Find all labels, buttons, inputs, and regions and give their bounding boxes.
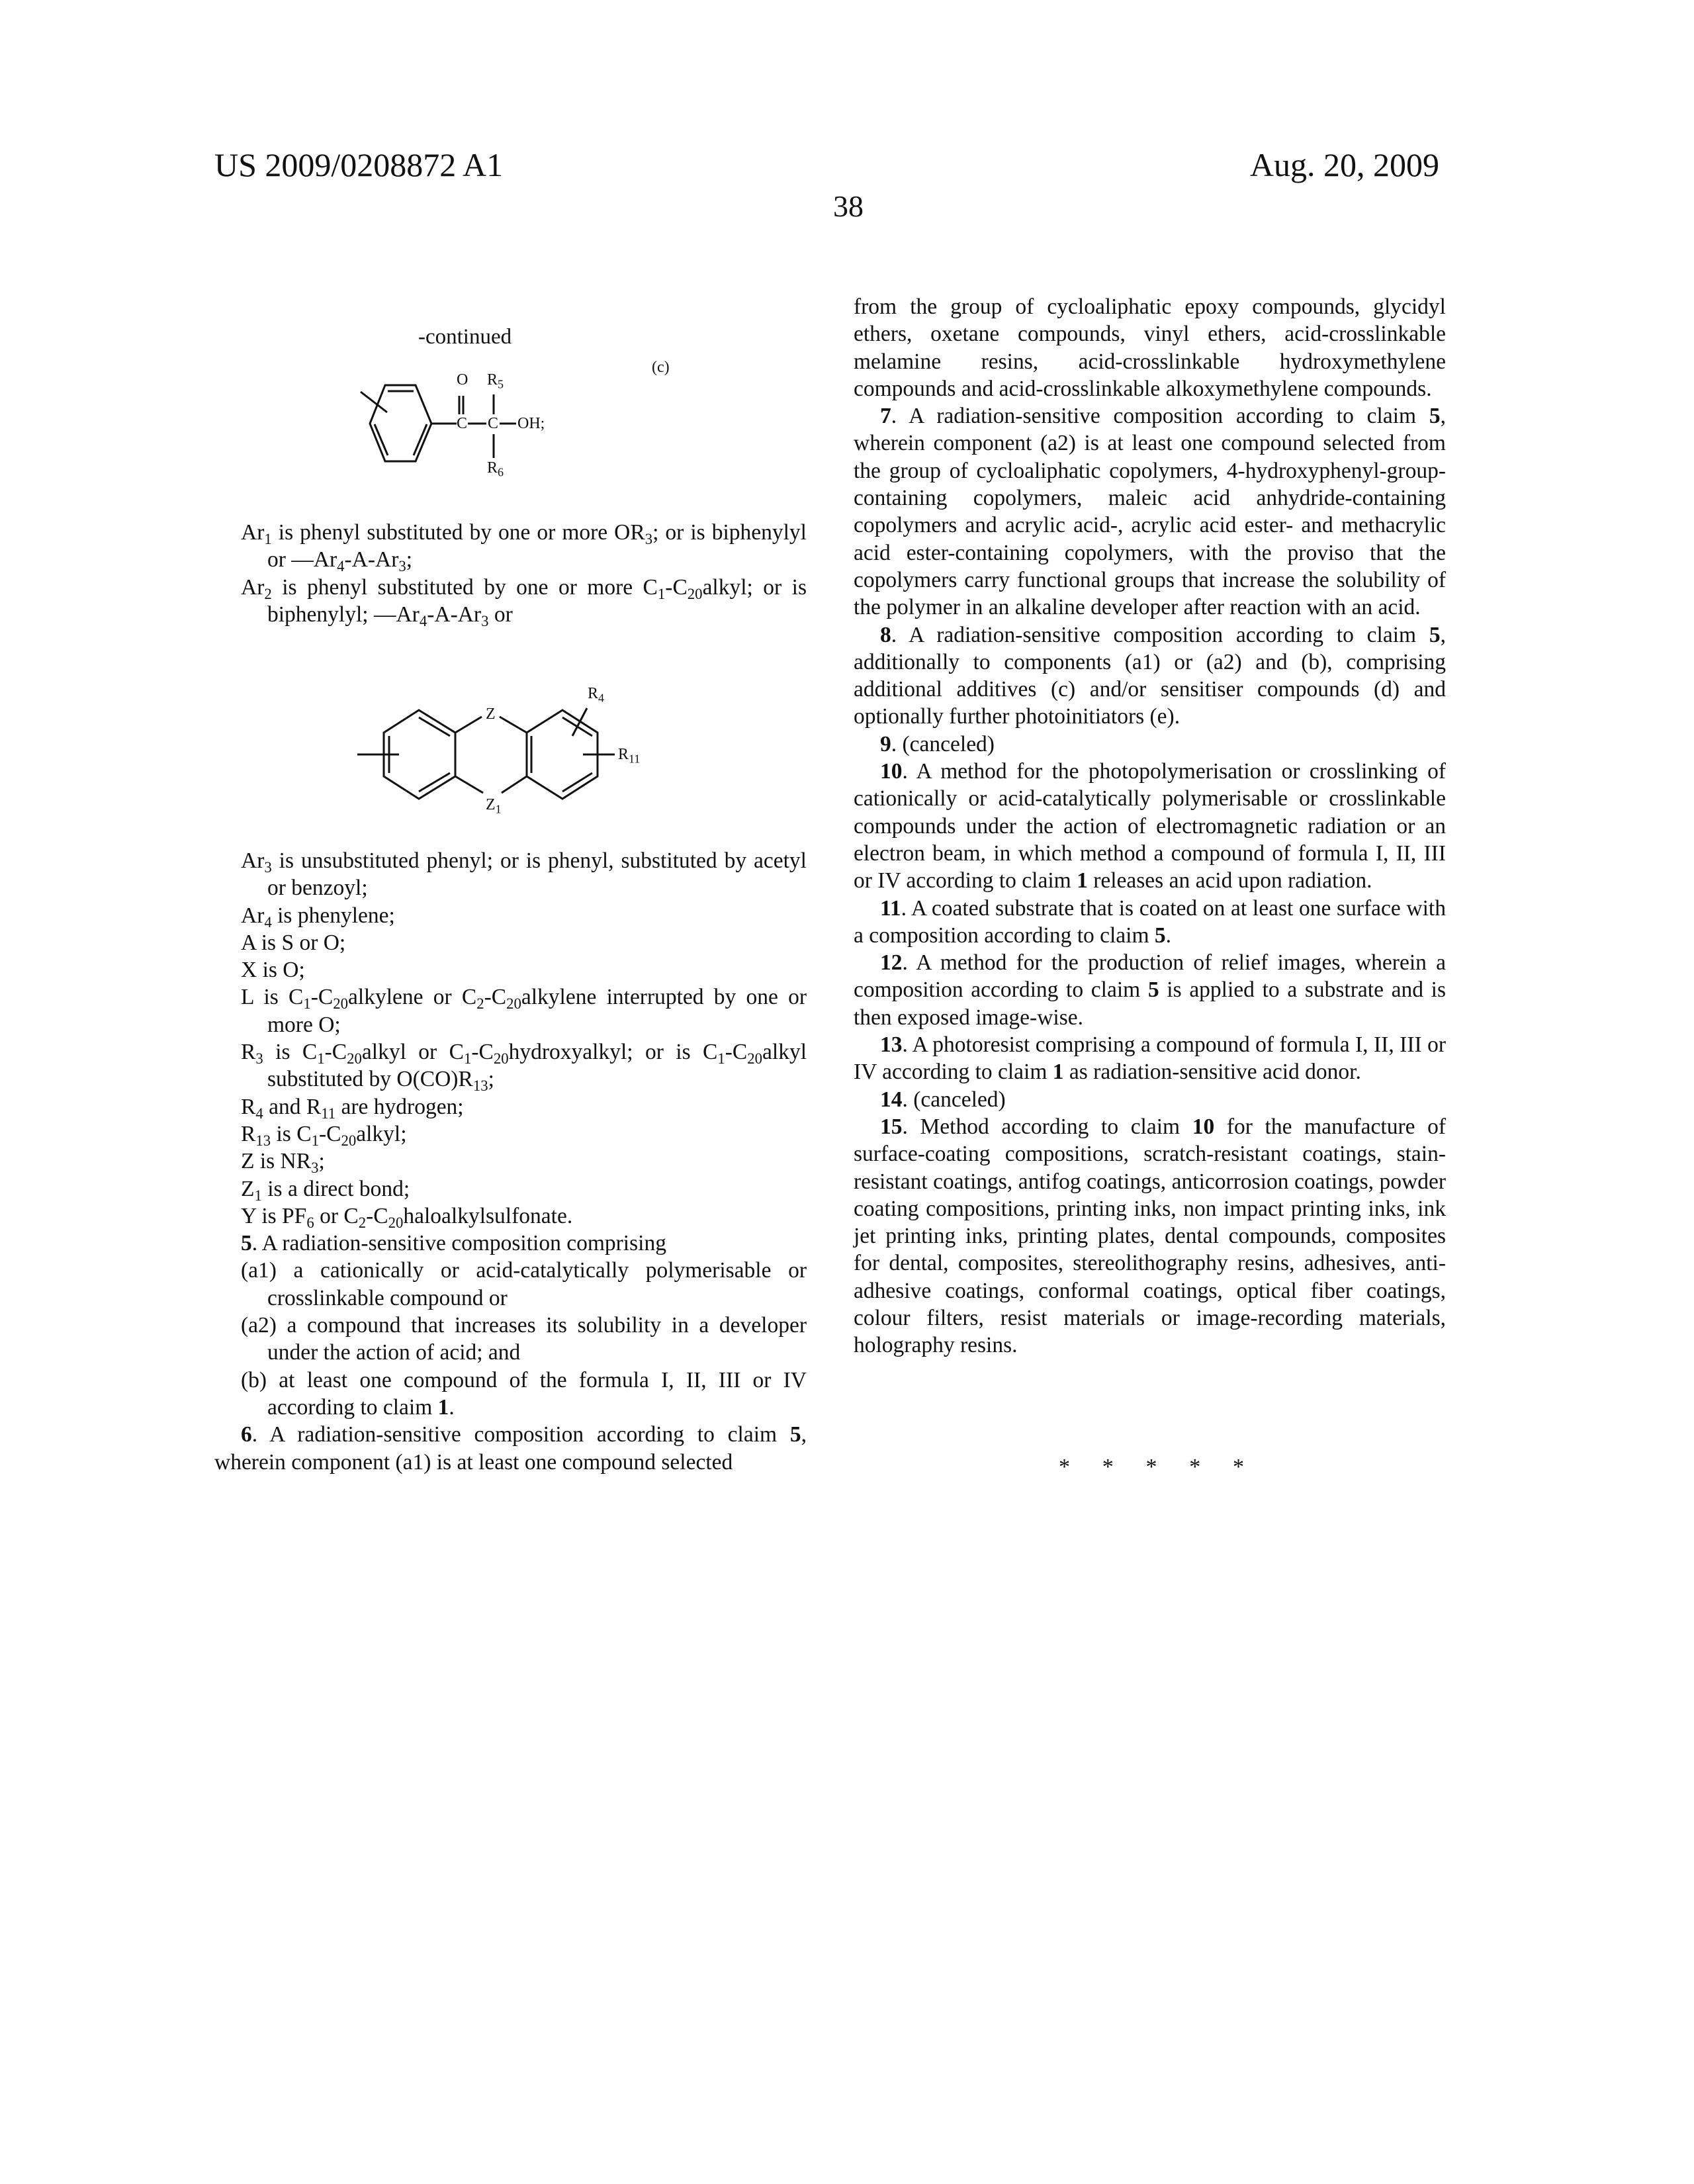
definition-ar2: Ar2 is phenyl substituted by one or more C1-C20alkyl; or is biphenylyl; —Ar4-A-Ar3 or bbox=[214, 574, 807, 629]
asterisk: * bbox=[1146, 1455, 1157, 1480]
asterisk: * bbox=[1102, 1455, 1114, 1480]
claim-11: 11. A coated substrate that is coated on at least one surface with a composition according to claim 5. bbox=[854, 895, 1446, 950]
left-column-definitions-b bbox=[214, 847, 807, 1476]
r5-label: R5 bbox=[487, 372, 504, 388]
asterisk: * bbox=[1059, 1455, 1070, 1480]
claim-10: 10. A method for the photopolymerisation or crosslinking of cationically or acid-catalytically polymerisable or crosslinkable compounds under the action of electromagnetic radiation or an electron beam, in which method a compound of formula I, II, III or IV according to claim 1 releases an acid upon radiation. bbox=[854, 758, 1446, 894]
claim-6-continued: from the group of cycloaliphatic epoxy compounds, glycidyl ethers, oxetane compounds, vinyl ethers, acid-crosslinkable melamine resins, acid-crosslinkable hydroxymethylene compounds and acid-crosslinkable alkoxymethylene compounds. bbox=[854, 293, 1446, 402]
carbon-label: C bbox=[488, 416, 498, 432]
end-marks bbox=[1059, 1455, 1244, 1480]
hydroxyl-label: OH; bbox=[517, 416, 545, 432]
definition-y: Y is PF6 or C2-C20haloalkylsulfonate. bbox=[214, 1203, 807, 1230]
asterisk: * bbox=[1233, 1455, 1244, 1480]
definition-r4-r11: R4 and R11 are hydrogen; bbox=[214, 1093, 807, 1120]
r4-label: R4 bbox=[588, 686, 604, 702]
definition-ar3: Ar3 is unsubstituted phenyl; or is phenyl, substituted by acetyl or benzoyl; bbox=[214, 847, 807, 902]
claim-9: 9. (canceled) bbox=[854, 731, 1446, 758]
claim-15: 15. Method according to claim 10 for the manufacture of surface-coating compositions, scratch-resistant coatings, stain-resistant coatings, antifog coatings, anticorrosion coatings, powder coating compositions, printing inks, non impact printing inks, ink jet printing inks, printing plates, dental compounds, composites for dental, composites, stereolithography resins, adhesives, anti-adhesive coatings, conformal coatings, optical fiber coatings, colour filters, resist materials or image-recording materials, holography resins. bbox=[854, 1113, 1446, 1359]
carbonyl-carbon-label: C bbox=[457, 416, 467, 432]
claim-5-item-b: (b) at least one compound of the formula I, II, III or IV according to claim 1. bbox=[214, 1367, 807, 1422]
z-label: Z bbox=[486, 706, 496, 722]
claim-5-item-a2: (a2) a compound that increases its solubility in a developer under the action of acid; and bbox=[214, 1312, 807, 1367]
z1-label: Z1 bbox=[486, 797, 502, 813]
definition-a: A is S or O; bbox=[214, 929, 807, 956]
asterisk: * bbox=[1189, 1455, 1200, 1480]
publication-date: Aug. 20, 2009 bbox=[1250, 146, 1439, 184]
definition-l: L is C1-C20alkylene or C2-C20alkylene interrupted by one or more O; bbox=[214, 983, 807, 1038]
claim-12: 12. A method for the production of relief images, wherein a composition according to claim 5 is applied to a substrate and is then exposed image-wise. bbox=[854, 949, 1446, 1031]
claim-5-item-a1: (a1) a cationically or acid-catalytically polymerisable or crosslinkable compound or bbox=[214, 1257, 807, 1312]
claim-6: 6. A radiation-sensitive composition according to claim 5, wherein component (a1) is at least one compound selected bbox=[214, 1421, 807, 1476]
definition-r13: R13 is C1-C20alkyl; bbox=[214, 1120, 807, 1148]
r6-label: R6 bbox=[487, 460, 504, 476]
publication-number: US 2009/0208872 A1 bbox=[214, 146, 503, 184]
claim-7: 7. A radiation-sensitive composition according to claim 5, wherein component (a2) is at least one compound selected from the group of cycloaliphatic copolymers, 4-hydroxyphenyl-group-containing copolymers, maleic acid anhydride-containing copolymers and acrylic acid-, acrylic acid ester- and methacrylic acid ester-containing copolymers, with the proviso that the copolymers carry functional groups that increase the solubility of the polymer in an alkaline developer after reaction with an acid. bbox=[854, 402, 1446, 621]
r11-label: R11 bbox=[618, 747, 640, 762]
continued-label: -continued bbox=[418, 329, 512, 345]
definition-x: X is O; bbox=[214, 956, 807, 983]
definition-r3: R3 is C1-C20alkyl or C1-C20hydroxyalkyl; or is C1-C20alkyl substituted by O(CO)R13; bbox=[214, 1038, 807, 1093]
claim-8: 8. A radiation-sensitive composition according to claim 5, additionally to components (a1) or (a2) and (b), comprising additional additives (c) and/or sensitiser compounds (d) and optionally further photoinitiators (e). bbox=[854, 621, 1446, 731]
claim-13: 13. A photoresist comprising a compound of formula I, II, III or IV according to claim 1 as radiation-sensitive acid donor. bbox=[854, 1031, 1446, 1086]
page-number: 38 bbox=[814, 189, 883, 224]
claim-14: 14. (canceled) bbox=[854, 1086, 1446, 1113]
claim-5-intro: 5. A radiation-sensitive composition comprising bbox=[214, 1230, 807, 1257]
right-column-claims bbox=[854, 293, 1446, 1359]
structure-tag: (c) bbox=[652, 359, 670, 375]
definition-z: Z is NR3; bbox=[214, 1148, 807, 1175]
left-column-definitions-a bbox=[214, 519, 807, 628]
definition-z1: Z1 is a direct bond; bbox=[214, 1175, 807, 1203]
definition-ar4: Ar4 is phenylene; bbox=[214, 902, 807, 929]
definition-ar1: Ar1 is phenyl substituted by one or more OR3; or is biphenylyl or —Ar4-A-Ar3; bbox=[214, 519, 807, 574]
oxygen-label: O bbox=[457, 372, 468, 388]
